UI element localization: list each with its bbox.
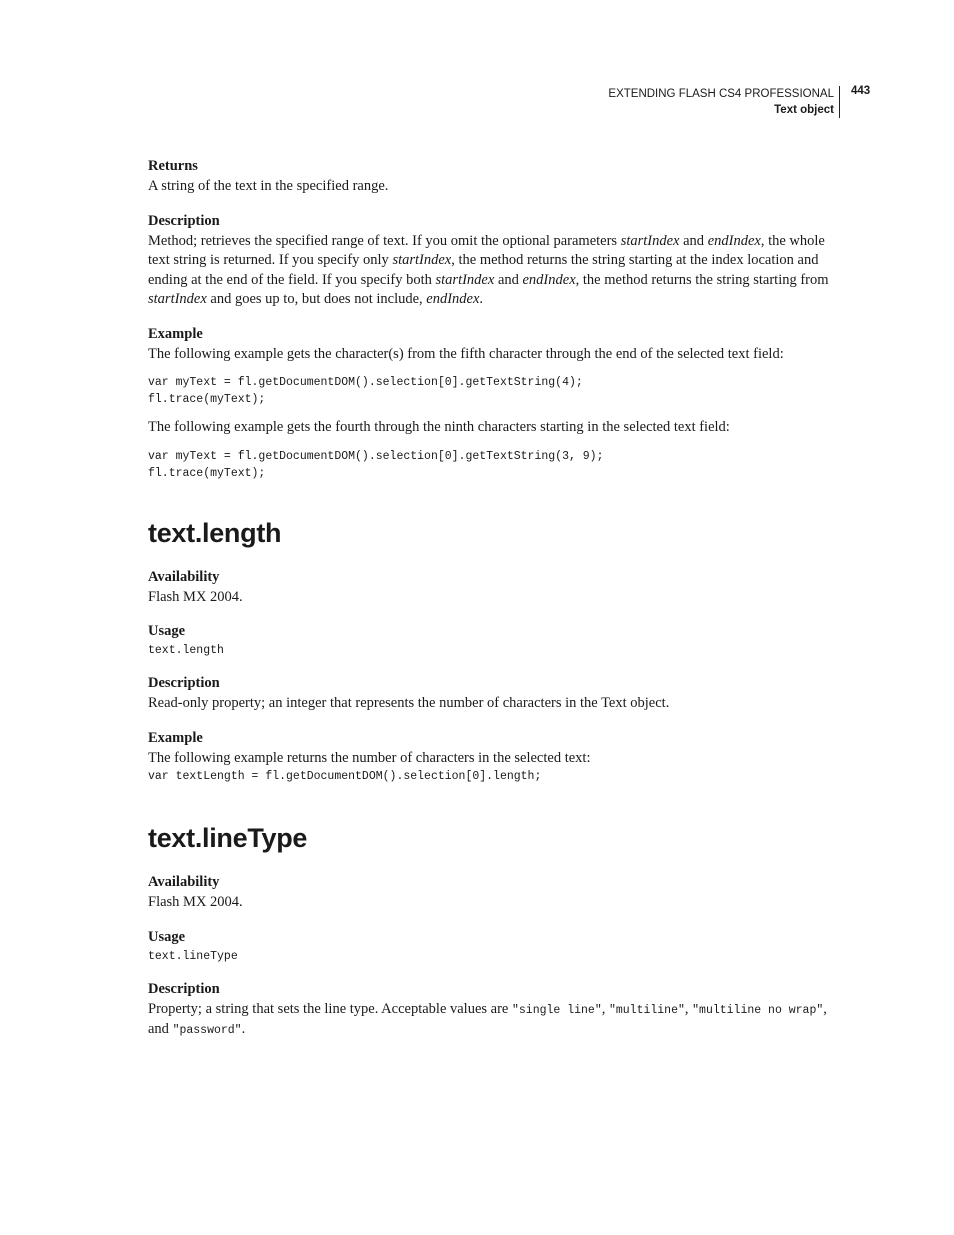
description-text: Method; retrieves the specified range of text. If you omit the optional parameters startIndex and endIndex, the whole text string is returned. If you specify only startIndex, the method returns the string starting at the index location and ending at the end of the field. If you specify both startIndex and endIndex, the method returns the string starting from startIndex and goes up to, but does not include, endIndex. — [148, 232, 829, 307]
description-text: Read-only property; an integer that represents the number of characters in the Text object. — [148, 695, 670, 711]
code-line: fl.trace(myText); — [148, 393, 266, 406]
returns-text: A string of the text in the specified range. — [148, 178, 389, 194]
code-block — [148, 374, 840, 408]
availability-heading: Availability — [148, 874, 220, 890]
running-header — [608, 86, 840, 118]
page-body — [148, 156, 840, 1041]
book-title: EXTENDING FLASH CS4 PROFESSIONAL — [608, 88, 834, 100]
page-number: 443 — [851, 85, 871, 97]
description-heading: Description — [148, 980, 220, 997]
section-heading-text-length: text.length — [148, 517, 282, 548]
code-line: var myText = fl.getDocumentDOM().selection[0].getTextString(4); — [148, 376, 583, 389]
example-code: var textLength = fl.getDocumentDOM().selection[0].length; — [148, 770, 542, 783]
usage-heading: Usage — [148, 928, 186, 945]
description-text: Property; a string that sets the line type. Acceptable values are "single line", "multiline", "multiline no wrap", and "password". — [148, 1000, 827, 1037]
availability-text: Flash MX 2004. — [148, 588, 243, 605]
description-heading: Description — [148, 675, 220, 691]
availability-text: Flash MX 2004. — [148, 894, 243, 910]
section-heading-text-linetype: text.lineType — [148, 823, 308, 853]
code-line: fl.trace(myText); — [148, 466, 266, 480]
code-line: var myText = fl.getDocumentDOM().selection[0].getTextString(3, 9); — [148, 449, 604, 463]
example-heading: Example — [148, 729, 203, 746]
example-intro-2: The following example gets the fourth through the ninth characters starting in the selected text field: — [148, 419, 730, 435]
availability-heading: Availability — [148, 568, 220, 585]
example-heading: Example — [148, 325, 203, 342]
code-block-2 — [148, 448, 840, 482]
usage-code: text.lineType — [148, 949, 238, 963]
example-intro: The following example gets the character(s) from the fifth character through the end of the selected text field: — [148, 345, 784, 362]
returns-heading: Returns — [148, 158, 198, 174]
description-heading: Description — [148, 212, 220, 229]
usage-code: text.length — [148, 644, 224, 657]
section-title: Text object — [774, 104, 834, 116]
example-intro: The following example returns the number of characters in the selected text: — [148, 749, 591, 766]
usage-heading: Usage — [148, 623, 186, 639]
